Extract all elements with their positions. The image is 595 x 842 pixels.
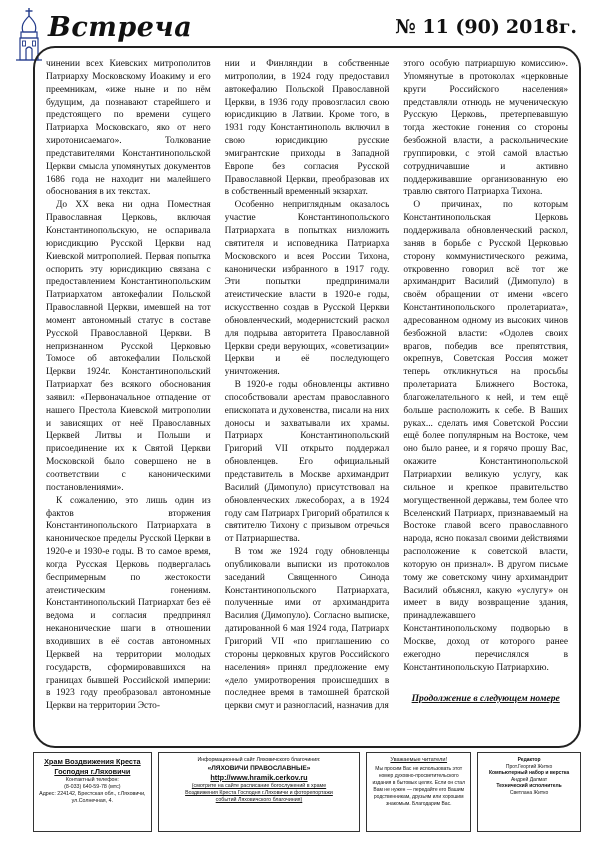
issue-info [389,16,577,38]
paragraph: До XX века ни одна Поместная Православная Церковь, включая Константинопольскую, не оспаривала юрисдикцию Русской Церкви над Киевской митрополией. Первая попытка оспорить эту юрисдикцию связана с предоставлением Константинопольским Патриархатом автокефалии Польской Православной Церкви, имевшей на тот момент автономный статус в составе Русской Православной Церкви. В непризнанном Русской Церковью Томосе об автокефалии Польской Церкви 1924г. Константинопольский Патриархат без всякого обоснования заявил: «Первоначальное отпадение от нашего Престола Киевской митрополии и зависящих от неё Православных Церквей Литвы и Польши и присоединение их к Святой Церкви Московской было совершено не в соответствии с каноническими постановлениями». [46,200,211,493]
site-note-line: событий Ляховичского благочиния) [215,797,303,803]
church-contact-box [33,752,152,832]
paragraph: К сожалению, это лишь один из фактов вторжения Константинопольского Патриархата в каноническое пределы Русской Церкви в 1920-е и 1930-е годы. В то самое время, когда Русская Церковь подвергалась беспримерным по жестокости атеистическим гонениям. Константинопольский Патриархат без её ведома и согласия предпринял неканонические шаги в отношении входивших в её состав автономных Церквей на территории молодых государств, сформировавшихся на границах бывшей Российской империи: в 1923 году преобразовал автономные Церкви на территории Эсто- [46,495,211,712]
continued-note: Продолжение в следующем номере [411,692,560,704]
notice-title: Уважаемые читатели! [390,757,448,763]
site-url-link[interactable]: http://www.hramik.cerkov.ru [210,773,308,782]
tech-name: Светлана Житко [509,789,549,796]
phone-label: Контактный телефон: [65,777,119,783]
footer [33,752,581,832]
readers-notice-box [366,752,471,832]
notice-text: Мы просим Вас не использовать этот номер духовно-просветительского издания в бытовых целях. Если он стал Вам не нужен — передайте его Вашим родственникам, друзьям или хорошим знакомым. Благодарим Вас. [372,766,465,807]
paragraph: этого особую патриаршую комиссию». Упомянутые в протоколах «церковные круги Российского населения» представляли отнюдь не мученическую Русскую Церковь, претерпевавшую тогда жестокие гонения со стороны безбожной власти, а раскольнические группировки, с этой самой властью сотрудничавшие и активно поддерживавшие организованную ею травлю святого Патриарха Тихона. [403,59,569,198]
church-name: Храм Воздвижения Креста Господня г.Ляховичи [44,757,141,776]
newspaper-title: Встреча [48,12,193,43]
column-1 [46,58,211,738]
issue-year: 2018г. [505,16,577,38]
site-name: «ЛЯХОВИЧИ ПРАВОСЛАВНЫЕ» [207,765,311,772]
layout-label: Компьютерный набор и верстка [488,770,570,777]
editor-label: Редактор [517,757,541,763]
issue-number: № 11 (90) [395,16,500,38]
phone-number: (8-033) 640-59-78 (мтс) [64,784,121,790]
article-columns [46,58,568,738]
column-2 [225,58,390,738]
paragraph: чинении всех Киевских митрополитов Патриарху Московскому Иоакиму и его преемникам, «иже ныне и по нём будущим, да познавают старейшего и предстоящего по времени сущего Патриарха Московскаго, яко от него хиротонисаемаго». Толкование представителями Константинопольской Церкви смысла упомянутых документов 1686 года не находит ни малейшего обоснования в их текстах. [46,59,211,198]
tech-label: Технический исполнитель [496,783,562,790]
site-note-line: (смотрите на сайте расписание богослужений в храме [191,783,327,789]
paragraph: О причинах, по которым Константинопольская Церковь поддерживала обновленческий раскол, заняв в борьбе с Русской Церковью сторону коммунистического режима, откровенно говорил всё тот же архимандрит Василий (Димопуло) в своём обращении от имени «всего Константинопольского пролетариата», адресованном одному из высоких чинов безбожной власти: «Одолев своих врагов, победив все препятствия, окрепнув, Советская Россия может теперь откликнуться на просьбы пролетариата Ближнего Востока, благожелательного к ней, и тем ещё больше расположить к себе. В Ваших руках... сделать имя Советской России ещё более популярным на Востоке, чем оно было ранее, и я горячо прошу Вас, окажите Константинопольской Патриархии великую услугу, как сильное и крепкое правительство могущественной державы, тем более что Вселенский Патриарх, признаваемый на Востоке главой всего православного народа, ясно показал своими действиями расположение к советской власти, которую он признал». В другом письме тому же советскому чину архимандрит Василий объяснял, какую «услугу» он имеет в виду возвращение здания, принадлежавшего Константинопольскому подворью в Москве, доход от которого ранее ежегодно перечислялся в Константинопольскую Патриархию. [403,200,569,673]
column-3 [403,58,568,738]
site-label: Информационный сайт Ляховичского благочиния: [197,757,321,763]
paragraph: нии и Финляндии в собственные митрополии, в 1924 году предоставил автокефалию Польской Православной Церкви, в 1936 году провозгласил свою юрисдикцию в Латвии. Кроме того, в 1931 году Константинополь включил в свою юрисдикцию русские эмигрантские приходы в Западной Европе без согласия Русской Православной Церкви, преобразовав их в собственный временный экзархат. [224,59,390,198]
website-box [158,752,361,832]
site-note-line: Воздвижения Креста Господня г.Ляховичи и фоторепортажи [185,790,333,796]
editor-name: Прот.Георгий Житко [505,763,553,770]
layout-name: Андрей Далмат [510,776,548,783]
address: Адрес: 224142, Брестская обл., г.Ляховичи, ул.Солнечная, 4. [39,791,146,804]
paragraph: Особенно неприглядным оказалось участие Константинопольского Патриархата в попытках низложить святителя и исповедника Патриарха Московского и всея России Тихона, канонически избранного в 1917 году. Эти попытки предпринимали атеистические власти в 1920-е годы, искусственно создав в Русской Церкви обновленческий, модернистский раскол для подрыва авторитета Православной Церкви среди верующих, «советизации» Церкви и её последующего уничтожения. [224,200,390,378]
credits-box [477,752,581,832]
paragraph: В том же 1924 году обновленцы опубликовали выписки из протоколов заседаний Священного Синода Константинопольского Патриархата, полученные ими от архимандрита Василия (Димопуло). Согласно выписке, датированной 6 мая 1924 года, Патриарх Григорий VII «по приглашению со стороны церковных кругов Российского населения» принял предложение ему «дело умиротворения происшедших в последнее время в тамошней братской церкви смут и разногласий, назначив для [224,547,390,712]
paragraph: В 1920-е годы обновленцы активно способствовали арестам православного епископата и духовенства, писали на них доносы и захватывали их храмы. Патриарх Константинопольский Григорий VII открыто поддержал обновленцев. Его официальный представитель в Москве архимандрит Василий (Димопуло) присутствовал на обновленческих лжесоборах, а в 1924 году сам Патриарх Григорий обратился к святителю Тихону с призывом отречься от Патриаршества. [224,380,390,545]
